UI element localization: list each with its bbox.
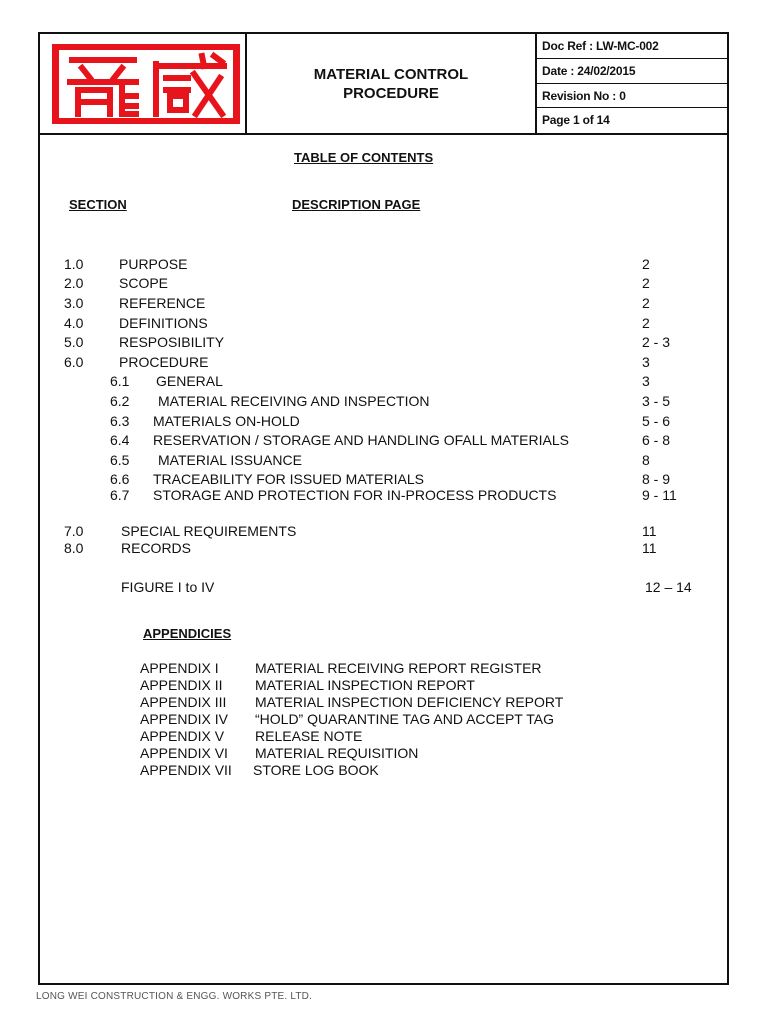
toc-subentry-title: MATERIALS ON-HOLD xyxy=(153,413,300,429)
appendix-label: APPENDIX IV xyxy=(140,711,228,727)
toc-subentry-number: 6.6 xyxy=(110,471,130,487)
toc-entry-title: DEFINITIONS xyxy=(119,315,208,331)
company-logo-icon xyxy=(52,44,240,124)
toc-heading: TABLE OF CONTENTS xyxy=(294,150,434,165)
toc-subentry-number: 6.7 xyxy=(110,487,130,503)
document-title xyxy=(247,34,537,133)
appendices-heading: APPENDICIES xyxy=(143,626,232,641)
toc-subentry-title: STORAGE AND PROTECTION FOR IN-PROCESS PRODUCTS xyxy=(153,487,557,503)
appendix-title: RELEASE NOTE xyxy=(255,728,363,744)
toc-entry-page: 2 xyxy=(642,315,650,331)
toc-entry-number: 8.0 xyxy=(64,540,84,556)
toc-entry-page: 3 xyxy=(642,373,650,389)
toc-entry-page: 2 - 3 xyxy=(642,334,671,350)
toc-entry-number: 5.0 xyxy=(64,334,84,350)
toc-entry-page: 6 - 8 xyxy=(642,432,671,448)
company-footer: LONG WEI CONSTRUCTION & ENGG. WORKS PTE. LTD. xyxy=(36,991,313,1002)
toc-entry-page: 8 - 9 xyxy=(642,471,671,487)
toc-entry-page: 2 xyxy=(642,256,650,272)
document-frame xyxy=(38,32,729,985)
toc-entry-page: 11 xyxy=(642,523,657,539)
toc-entry-number: 2.0 xyxy=(64,275,84,291)
toc-description-page-column: DESCRIPTION PAGE xyxy=(292,197,421,212)
toc-entry-page: 8 xyxy=(642,452,650,468)
toc-entry-page: 11 xyxy=(642,540,657,556)
appendix-label: APPENDIX II xyxy=(140,677,223,693)
toc-entry-page: 2 xyxy=(642,275,650,291)
toc-subentry-number: 6.5 xyxy=(110,452,130,468)
toc-entry-page: 9 - 11 xyxy=(642,487,677,503)
title-line-2: PROCEDURE xyxy=(343,84,439,102)
toc-entry-page: 2 xyxy=(642,295,650,311)
toc-entry-number: 3.0 xyxy=(64,295,84,311)
toc-subentry-number: 6.4 xyxy=(110,432,130,448)
appendix-title: “HOLD” QUARANTINE TAG AND ACCEPT TAG xyxy=(255,711,554,727)
document-header xyxy=(40,34,727,135)
toc-section-column: SECTION xyxy=(69,197,127,212)
toc-entry-page: 3 xyxy=(642,354,650,370)
appendix-title: STORE LOG BOOK xyxy=(253,762,379,778)
toc-entry-page: 5 - 6 xyxy=(642,413,671,429)
toc-entry-title: RESPOSIBILITY xyxy=(119,334,225,350)
toc-subentry-title: MATERIAL RECEIVING AND INSPECTION xyxy=(158,393,430,409)
toc-entry-title: SPECIAL REQUIREMENTS xyxy=(121,523,297,539)
toc-entry-number: 6.0 xyxy=(64,354,84,370)
page-number: Page 1 of 14 xyxy=(542,113,610,128)
appendix-title: MATERIAL REQUISITION xyxy=(255,745,419,761)
appendix-title: MATERIAL INSPECTION DEFICIENCY REPORT xyxy=(255,694,564,710)
appendix-label: APPENDIX VI xyxy=(140,745,228,761)
toc-entry-number: 7.0 xyxy=(64,523,84,539)
toc-subentry-number: 6.2 xyxy=(110,393,130,409)
toc-entry-title: PROCEDURE xyxy=(119,354,209,370)
revision-number: Revision No : 0 xyxy=(537,84,727,109)
title-line-1: MATERIAL CONTROL xyxy=(313,65,469,83)
toc-subentry-number: 6.1 xyxy=(110,373,130,389)
doc-date: Date : 24/02/2015 xyxy=(537,59,727,84)
toc-entry-number: 1.0 xyxy=(64,256,84,272)
appendix-label: APPENDIX V xyxy=(140,728,225,744)
toc-subentry-title: GENERAL xyxy=(156,373,223,389)
doc-ref: Doc Ref : LW-MC-002 xyxy=(537,34,727,59)
document-meta xyxy=(537,34,727,133)
appendix-label: APPENDIX I xyxy=(140,660,219,676)
appendix-label: APPENDIX III xyxy=(140,694,227,710)
toc-entry-page: 3 - 5 xyxy=(642,393,671,409)
appendix-label: APPENDIX VII xyxy=(140,762,232,778)
figures-entry-title: FIGURE I to IV xyxy=(121,579,215,595)
toc-subentry-title: RESERVATION / STORAGE AND HANDLING OFALL MATERIALS xyxy=(153,432,569,448)
appendix-title: MATERIAL INSPECTION REPORT xyxy=(255,677,475,693)
toc-subentry-title: TRACEABILITY FOR ISSUED MATERIALS xyxy=(153,471,424,487)
appendix-title: MATERIAL RECEIVING REPORT REGISTER xyxy=(255,660,542,676)
toc-subentry-number: 6.3 xyxy=(110,413,130,429)
toc-entry-title: RECORDS xyxy=(121,540,192,556)
toc-entry-title: SCOPE xyxy=(119,275,169,291)
toc-entry-title: PURPOSE xyxy=(119,256,188,272)
toc-entry-number: 4.0 xyxy=(64,315,84,331)
logo-cell xyxy=(40,34,247,133)
toc-subentry-title: MATERIAL ISSUANCE xyxy=(158,452,302,468)
toc-entry-title: REFERENCE xyxy=(119,295,206,311)
figures-entry-page: 12 – 14 xyxy=(645,579,692,595)
